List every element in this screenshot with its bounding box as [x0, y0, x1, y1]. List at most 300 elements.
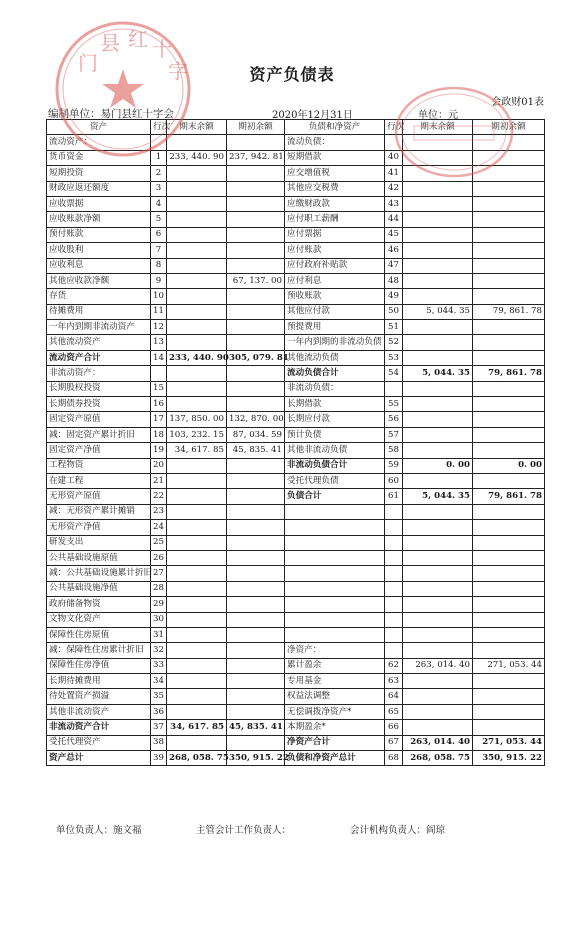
- liability-line-no: 57: [385, 427, 403, 442]
- liability-begin-balance: [473, 581, 545, 596]
- asset-name: 无形资产净值: [47, 520, 151, 535]
- asset-end-balance: 34, 617. 85: [167, 443, 227, 458]
- asset-begin-balance: [227, 243, 285, 258]
- liability-line-no: 40: [385, 150, 403, 165]
- table-row: [47, 658, 545, 673]
- liability-begin-balance: 271, 053. 44: [473, 735, 545, 750]
- asset-end-balance: [167, 535, 227, 550]
- liability-name: 预计负债: [285, 427, 385, 442]
- liability-name: 无偿调拨净资产*: [285, 704, 385, 719]
- asset-end-balance: [167, 473, 227, 488]
- liability-line-no: 45: [385, 227, 403, 242]
- asset-begin-balance: [227, 366, 285, 381]
- asset-begin-balance: [227, 473, 285, 488]
- asset-end-balance: [167, 550, 227, 565]
- liability-end-balance: [403, 643, 473, 658]
- asset-name: 财政应返还额度: [47, 181, 151, 196]
- asset-line-no: 10: [151, 289, 167, 304]
- liability-begin-balance: [473, 720, 545, 735]
- liability-begin-balance: [473, 227, 545, 242]
- asset-name: 固定资产净值: [47, 443, 151, 458]
- asset-name: 公共基础设施原值: [47, 550, 151, 565]
- table-row: [47, 181, 545, 196]
- liability-end-balance: 5, 044. 35: [403, 489, 473, 504]
- table-row: [47, 489, 545, 504]
- asset-end-balance: [167, 166, 227, 181]
- asset-name: 待处置资产损溢: [47, 689, 151, 704]
- liability-name: [285, 627, 385, 642]
- asset-end-balance: [167, 704, 227, 719]
- liability-end-balance: [403, 150, 473, 165]
- table-row: [47, 150, 545, 165]
- liability-begin-balance: [473, 273, 545, 288]
- liability-begin-balance: [473, 212, 545, 227]
- table-row: [47, 458, 545, 473]
- table-row: [47, 473, 545, 488]
- liability-name: [285, 612, 385, 627]
- table-row: [47, 397, 545, 412]
- table-row: [47, 720, 545, 735]
- table-row: [47, 597, 545, 612]
- liability-begin-balance: [473, 381, 545, 396]
- asset-end-balance: [167, 381, 227, 396]
- asset-end-balance: [167, 135, 227, 150]
- liability-name: 累计盈余: [285, 658, 385, 673]
- table-row: [47, 689, 545, 704]
- liability-name: [285, 566, 385, 581]
- liability-line-no: [385, 135, 403, 150]
- asset-line-no: 21: [151, 473, 167, 488]
- liability-begin-balance: [473, 627, 545, 642]
- svg-text:十: 十: [152, 37, 172, 61]
- table-row: [47, 273, 545, 288]
- table-row: [47, 643, 545, 658]
- table-row: [47, 704, 545, 719]
- liability-line-no: [385, 535, 403, 550]
- asset-end-balance: [167, 627, 227, 642]
- liability-line-no: 44: [385, 212, 403, 227]
- form-code: 会政财01表: [491, 97, 544, 108]
- asset-end-balance: [167, 597, 227, 612]
- asset-begin-balance: 45, 835. 41: [227, 443, 285, 458]
- asset-name: 保障性住房净值: [47, 658, 151, 673]
- asset-name: 减：公共基础设施累计折旧: [47, 566, 151, 581]
- asset-begin-balance: [227, 181, 285, 196]
- asset-begin-balance: 132, 870. 00: [227, 412, 285, 427]
- asset-end-balance: [167, 181, 227, 196]
- liability-end-balance: [403, 258, 473, 273]
- liability-line-no: 43: [385, 196, 403, 211]
- asset-end-balance: [167, 273, 227, 288]
- liability-end-balance: [403, 381, 473, 396]
- liability-name: 非流动负债：: [285, 381, 385, 396]
- liability-name: 短期借款: [285, 150, 385, 165]
- liability-end-balance: [403, 520, 473, 535]
- asset-line-no: 1: [151, 150, 167, 165]
- asset-begin-balance: [227, 320, 285, 335]
- asset-begin-balance: [227, 504, 285, 519]
- liability-line-no: 56: [385, 412, 403, 427]
- asset-line-no: 7: [151, 243, 167, 258]
- asset-name: 受托代理资产: [47, 735, 151, 750]
- table-row: [47, 135, 545, 150]
- liability-begin-balance: [473, 689, 545, 704]
- asset-line-no: 39: [151, 751, 167, 766]
- asset-name: 减：保障性住房累计折旧: [47, 643, 151, 658]
- liability-line-no: 53: [385, 350, 403, 365]
- liability-begin-balance: [473, 674, 545, 689]
- liability-begin-balance: [473, 166, 545, 181]
- asset-begin-balance: [227, 212, 285, 227]
- liability-line-no: [385, 612, 403, 627]
- asset-line-no: 4: [151, 196, 167, 211]
- liability-end-balance: [403, 181, 473, 196]
- asset-name: 减：固定资产累计折旧: [47, 427, 151, 442]
- liability-line-no: 67: [385, 735, 403, 750]
- liability-end-balance: [403, 243, 473, 258]
- liability-begin-balance: [473, 643, 545, 658]
- liability-end-balance: [403, 427, 473, 442]
- liability-begin-balance: [473, 196, 545, 211]
- asset-line-no: 13: [151, 335, 167, 350]
- asset-begin-balance: 237, 942. 81: [227, 150, 285, 165]
- asset-line-no: [151, 366, 167, 381]
- asset-end-balance: [167, 643, 227, 658]
- liability-end-balance: [403, 597, 473, 612]
- asset-begin-balance: [227, 489, 285, 504]
- liability-name: 其他非流动负债: [285, 443, 385, 458]
- balance-sheet-table: [46, 119, 545, 766]
- asset-name: 公共基础设施净值: [47, 581, 151, 596]
- liability-end-balance: [403, 350, 473, 365]
- asset-line-no: 32: [151, 643, 167, 658]
- liability-name: [285, 535, 385, 550]
- asset-name: 应收账款净额: [47, 212, 151, 227]
- liability-name: 应付票据: [285, 227, 385, 242]
- asset-begin-balance: [227, 643, 285, 658]
- asset-end-balance: [167, 658, 227, 673]
- asset-end-balance: 137, 850. 00: [167, 412, 227, 427]
- liability-begin-balance: [473, 335, 545, 350]
- table-row: [47, 381, 545, 396]
- liability-begin-balance: [473, 535, 545, 550]
- table-row: [47, 350, 545, 365]
- liability-end-balance: [403, 473, 473, 488]
- liability-name: [285, 504, 385, 519]
- asset-begin-balance: [227, 381, 285, 396]
- asset-name: 文物文化资产: [47, 612, 151, 627]
- asset-line-no: 14: [151, 350, 167, 365]
- liability-begin-balance: 0. 00: [473, 458, 545, 473]
- asset-begin-balance: [227, 674, 285, 689]
- liability-end-balance: 0. 00: [403, 458, 473, 473]
- svg-text:字: 字: [168, 59, 188, 83]
- liability-end-balance: 5, 044. 35: [403, 366, 473, 381]
- liability-line-no: [385, 550, 403, 565]
- liability-line-no: 62: [385, 658, 403, 673]
- asset-line-no: 37: [151, 720, 167, 735]
- asset-line-no: 27: [151, 566, 167, 581]
- asset-end-balance: [167, 612, 227, 627]
- asset-end-balance: [167, 304, 227, 319]
- asset-name: 长期债券投资: [47, 397, 151, 412]
- asset-line-no: 11: [151, 304, 167, 319]
- liability-line-no: 63: [385, 674, 403, 689]
- liability-end-balance: [403, 720, 473, 735]
- asset-name: 固定资产原值: [47, 412, 151, 427]
- asset-begin-balance: [227, 566, 285, 581]
- asset-name: 其他流动资产: [47, 335, 151, 350]
- liability-line-no: 48: [385, 273, 403, 288]
- asset-name: 工程物资: [47, 458, 151, 473]
- asset-begin-balance: 350, 915. 22: [227, 751, 285, 766]
- table-row: [47, 427, 545, 442]
- table-row: [47, 227, 545, 242]
- asset-line-no: 8: [151, 258, 167, 273]
- asset-begin-balance: [227, 550, 285, 565]
- liability-line-no: [385, 597, 403, 612]
- asset-line-no: 17: [151, 412, 167, 427]
- asset-line-no: 24: [151, 520, 167, 535]
- liability-line-no: 61: [385, 489, 403, 504]
- liability-begin-balance: 350, 915. 22: [473, 751, 545, 766]
- table-row: [47, 412, 545, 427]
- currency-unit: 单位：元: [418, 110, 458, 121]
- liability-line-no: 51: [385, 320, 403, 335]
- table-row: [47, 550, 545, 565]
- liability-end-balance: [403, 689, 473, 704]
- table-row: [47, 243, 545, 258]
- asset-line-no: 28: [151, 581, 167, 596]
- asset-end-balance: [167, 689, 227, 704]
- asset-line-no: 2: [151, 166, 167, 181]
- liability-line-no: 52: [385, 335, 403, 350]
- table-header-row: [47, 120, 545, 135]
- liability-line-no: 42: [385, 181, 403, 196]
- liability-end-balance: [403, 320, 473, 335]
- asset-name: 非流动资产合计: [47, 720, 151, 735]
- liability-name: 应缴财政款: [285, 196, 385, 211]
- asset-name: 无形资产原值: [47, 489, 151, 504]
- liability-name: 长期应付款: [285, 412, 385, 427]
- liability-begin-balance: [473, 320, 545, 335]
- liability-line-no: [385, 581, 403, 596]
- liability-line-no: [385, 643, 403, 658]
- asset-name: 其他非流动资产: [47, 704, 151, 719]
- liability-line-no: 65: [385, 704, 403, 719]
- asset-name: 待摊费用: [47, 304, 151, 319]
- liability-begin-balance: [473, 427, 545, 442]
- asset-end-balance: 233, 440. 90: [167, 350, 227, 365]
- report-date: 2020年12月31日: [272, 110, 353, 121]
- col-header-begin-balance: 期初余额: [227, 120, 285, 135]
- liability-begin-balance: [473, 289, 545, 304]
- asset-begin-balance: [227, 704, 285, 719]
- col-header-end-balance: 期末余额: [403, 120, 473, 135]
- liability-name: 应付职工薪酬: [285, 212, 385, 227]
- liability-end-balance: [403, 612, 473, 627]
- col-header-liabilities: 负债和净资产: [285, 120, 385, 135]
- liability-name: 专用基金: [285, 674, 385, 689]
- asset-end-balance: [167, 458, 227, 473]
- asset-name: 流动资产：: [47, 135, 151, 150]
- table-row: [47, 581, 545, 596]
- liability-end-balance: 5, 044. 35: [403, 304, 473, 319]
- liability-end-balance: [403, 627, 473, 642]
- liability-end-balance: [403, 273, 473, 288]
- col-header-line: 行次: [385, 120, 403, 135]
- svg-text:县: 县: [100, 31, 120, 55]
- asset-begin-balance: [227, 689, 285, 704]
- asset-line-no: 5: [151, 212, 167, 227]
- liability-end-balance: [403, 550, 473, 565]
- asset-end-balance: [167, 243, 227, 258]
- liability-begin-balance: [473, 550, 545, 565]
- table-row: [47, 627, 545, 642]
- liability-name: 本期盈余*: [285, 720, 385, 735]
- liability-end-balance: [403, 566, 473, 581]
- asset-begin-balance: [227, 520, 285, 535]
- asset-end-balance: [167, 289, 227, 304]
- liability-line-no: [385, 520, 403, 535]
- asset-end-balance: 103, 232. 15: [167, 427, 227, 442]
- liability-name: 预收账款: [285, 289, 385, 304]
- liability-end-balance: 263, 014. 40: [403, 735, 473, 750]
- liability-line-no: 59: [385, 458, 403, 473]
- asset-name: 其他应收款净额: [47, 273, 151, 288]
- liability-line-no: [385, 566, 403, 581]
- liability-begin-balance: [473, 504, 545, 519]
- liability-begin-balance: [473, 350, 545, 365]
- asset-end-balance: [167, 520, 227, 535]
- asset-name: 货币资金: [47, 150, 151, 165]
- table-row: [47, 320, 545, 335]
- table-row: [47, 212, 545, 227]
- asset-name: 资产总计: [47, 751, 151, 766]
- svg-text:红: 红: [128, 27, 148, 51]
- asset-begin-balance: 87, 034. 59: [227, 427, 285, 442]
- asset-line-no: 3: [151, 181, 167, 196]
- asset-begin-balance: [227, 135, 285, 150]
- asset-line-no: 16: [151, 397, 167, 412]
- col-header-line: 行次: [151, 120, 167, 135]
- liability-name: 其他应付款: [285, 304, 385, 319]
- asset-name: 短期投资: [47, 166, 151, 181]
- table-row: [47, 535, 545, 550]
- unit-head: 单位负责人：施文福: [56, 825, 142, 836]
- table-row: [47, 735, 545, 750]
- asset-end-balance: 233, 440. 90: [167, 150, 227, 165]
- liability-end-balance: [403, 166, 473, 181]
- liability-name: 净资产：: [285, 643, 385, 658]
- asset-name: 保障性住房原值: [47, 627, 151, 642]
- liability-begin-balance: [473, 473, 545, 488]
- col-header-begin-balance: 期初余额: [473, 120, 545, 135]
- asset-line-no: 26: [151, 550, 167, 565]
- liability-begin-balance: [473, 520, 545, 535]
- liability-end-balance: [403, 196, 473, 211]
- liability-end-balance: [403, 581, 473, 596]
- asset-name: 应收股利: [47, 243, 151, 258]
- liability-begin-balance: 271, 053. 44: [473, 658, 545, 673]
- asset-name: 长期股权投资: [47, 381, 151, 396]
- page-title: 资产负债表: [249, 65, 335, 84]
- asset-begin-balance: [227, 597, 285, 612]
- asset-begin-balance: [227, 289, 285, 304]
- asset-line-no: [151, 135, 167, 150]
- asset-end-balance: [167, 504, 227, 519]
- liability-name: 应付利息: [285, 273, 385, 288]
- table-row: [47, 289, 545, 304]
- asset-begin-balance: 45, 835. 41: [227, 720, 285, 735]
- asset-end-balance: [167, 335, 227, 350]
- liability-name: 其他应交税费: [285, 181, 385, 196]
- liability-end-balance: 268, 058. 75: [403, 751, 473, 766]
- liability-name: 流动负债：: [285, 135, 385, 150]
- asset-begin-balance: [227, 166, 285, 181]
- asset-end-balance: [167, 320, 227, 335]
- liability-end-balance: [403, 704, 473, 719]
- liability-end-balance: [403, 535, 473, 550]
- asset-begin-balance: [227, 335, 285, 350]
- liability-line-no: [385, 504, 403, 519]
- liability-name: 负债合计: [285, 489, 385, 504]
- asset-line-no: 20: [151, 458, 167, 473]
- asset-name: 政府储备物资: [47, 597, 151, 612]
- asset-name: 在建工程: [47, 473, 151, 488]
- asset-end-balance: [167, 196, 227, 211]
- asset-line-no: 18: [151, 427, 167, 442]
- liability-line-no: 60: [385, 473, 403, 488]
- liability-line-no: 64: [385, 689, 403, 704]
- asset-name: 非流动资产：: [47, 366, 151, 381]
- asset-name: 应收利息: [47, 258, 151, 273]
- asset-begin-balance: [227, 304, 285, 319]
- liability-begin-balance: 79, 861. 78: [473, 366, 545, 381]
- table-row: [47, 366, 545, 381]
- liability-name: [285, 550, 385, 565]
- asset-name: 流动资产合计: [47, 350, 151, 365]
- liability-begin-balance: [473, 397, 545, 412]
- liability-end-balance: [403, 289, 473, 304]
- liability-name: [285, 520, 385, 535]
- accounting-head: 主管会计工作负责人：: [196, 825, 292, 836]
- table-row: [47, 443, 545, 458]
- asset-end-balance: [167, 258, 227, 273]
- asset-name: 长期待摊费用: [47, 674, 151, 689]
- asset-name: 预付账款: [47, 227, 151, 242]
- asset-begin-balance: [227, 535, 285, 550]
- liability-name: 负债和净资产总计: [285, 751, 385, 766]
- asset-line-no: 31: [151, 627, 167, 642]
- asset-line-no: 38: [151, 735, 167, 750]
- liability-line-no: 66: [385, 720, 403, 735]
- asset-end-balance: [167, 397, 227, 412]
- asset-end-balance: [167, 581, 227, 596]
- asset-end-balance: [167, 735, 227, 750]
- col-header-assets: 资产: [47, 120, 151, 135]
- asset-end-balance: [167, 674, 227, 689]
- svg-text:门: 门: [78, 51, 98, 75]
- liability-begin-balance: 79, 861. 78: [473, 489, 545, 504]
- compiling-unit: 编制单位：易门县红十字会: [48, 108, 174, 120]
- asset-line-no: 22: [151, 489, 167, 504]
- liability-line-no: 54: [385, 366, 403, 381]
- liability-begin-balance: [473, 597, 545, 612]
- asset-end-balance: [167, 566, 227, 581]
- asset-begin-balance: [227, 581, 285, 596]
- liability-name: [285, 597, 385, 612]
